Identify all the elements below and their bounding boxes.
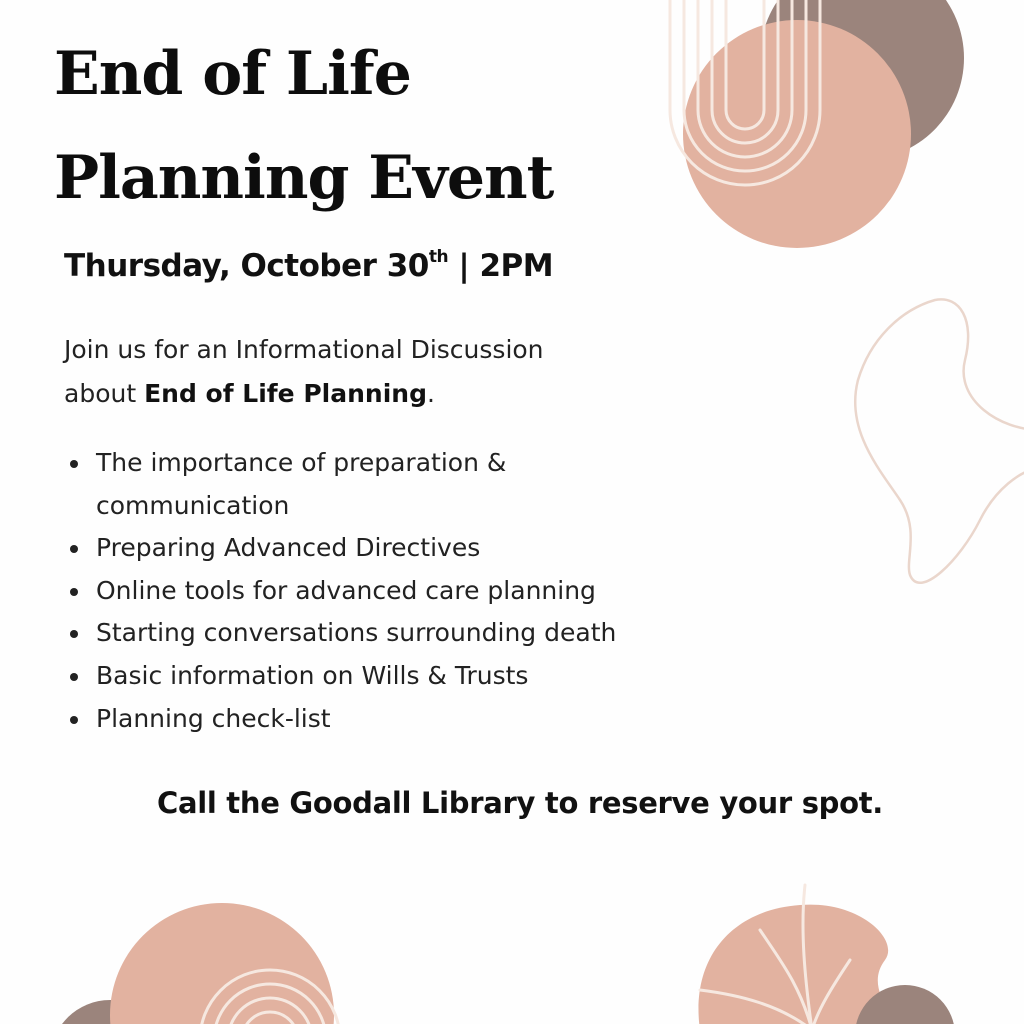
- list-item: Basic information on Wills & Trusts: [64, 655, 616, 698]
- intro-paragraph: [64, 328, 544, 416]
- event-date-time: [64, 248, 553, 284]
- list-item: Planning check-list: [64, 698, 616, 741]
- topic-list: [64, 442, 616, 740]
- list-item: Preparing Advanced Directives: [64, 527, 616, 570]
- list-item: Online tools for advanced care planning: [64, 570, 616, 613]
- date-ordinal-suffix: th: [428, 246, 449, 267]
- call-to-action: Call the Goodall Library to reserve your spot.: [156, 786, 884, 820]
- intro-prefix: about: [64, 379, 145, 408]
- title-line-2: Planning Event: [54, 143, 554, 213]
- event-time: | 2PM: [448, 248, 554, 284]
- intro-end: .: [426, 379, 435, 408]
- intro-line-1: Join us for an Informational Discussion: [64, 335, 544, 364]
- list-item: Starting conversations surrounding death: [64, 612, 616, 655]
- event-day-date: Thursday, October 30: [64, 248, 429, 284]
- list-item: The importance of preparation & communication: [64, 442, 596, 527]
- event-title: [54, 22, 553, 230]
- blush-circle-bottom-left: [110, 903, 334, 1024]
- blush-circle-top: [683, 20, 911, 248]
- squiggle-outline: [855, 299, 1024, 582]
- title-line-1: End of Life: [54, 39, 411, 109]
- intro-topic: End of Life Planning: [144, 379, 427, 408]
